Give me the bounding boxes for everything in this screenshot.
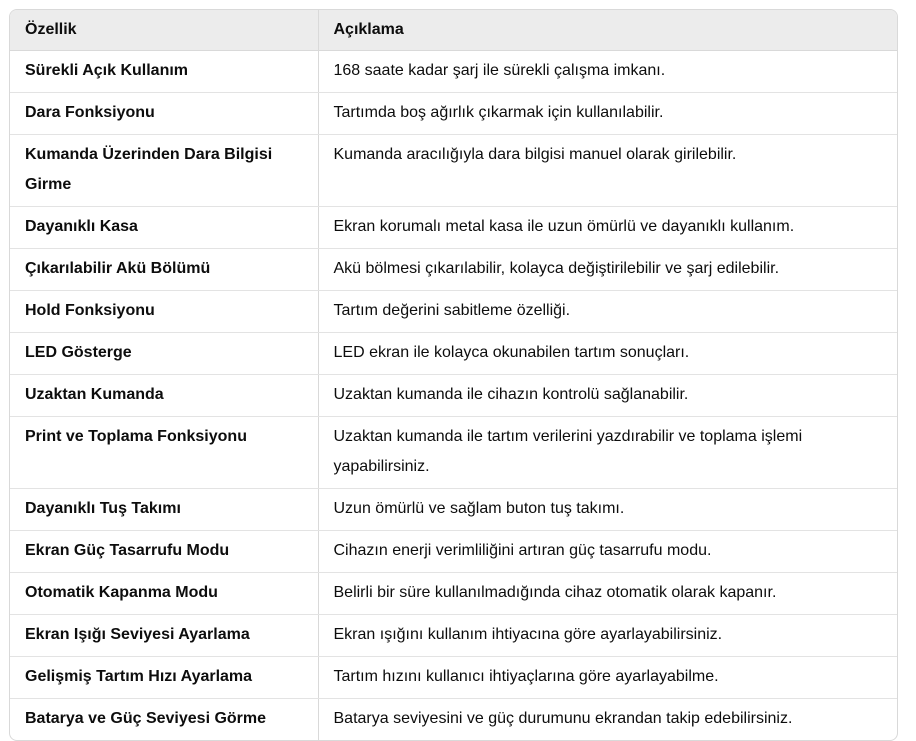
table-row: [10, 134, 897, 206]
header-feature: Özellik: [10, 10, 318, 50]
feature-cell: Gelişmiş Tartım Hızı Ayarlama: [10, 656, 318, 698]
feature-table: [9, 9, 898, 741]
description-cell: Uzaktan kumanda ile cihazın kontrolü sağlanabilir.: [318, 374, 897, 416]
feature-cell: Batarya ve Güç Seviyesi Görme: [25, 709, 267, 727]
description-cell: Kumanda aracılığıyla dara bilgisi manuel olarak girilebilir.: [318, 134, 897, 206]
table-row: [10, 374, 897, 416]
header-row: [10, 10, 897, 50]
table-row: [10, 530, 897, 572]
feature-cell: Uzaktan Kumanda: [10, 374, 318, 416]
table-row: [10, 92, 897, 134]
table-row: [10, 206, 897, 248]
header-description: Açıklama: [318, 10, 897, 50]
description-cell: Ekran korumalı metal kasa ile uzun ömürlü ve dayanıklı kullanım.: [318, 206, 897, 248]
description-cell: Tartım değerini sabitleme özelliği.: [318, 290, 897, 332]
description-cell: Cihazın enerji verimliliğini artıran güç tasarrufu modu.: [318, 530, 897, 572]
description-cell: Uzaktan kumanda ile tartım verilerini yazdırabilir ve toplama işlemi yapabilirsiniz.: [318, 416, 897, 488]
feature-cell: Dayanıklı Kasa: [10, 206, 318, 248]
description-cell: Belirli bir süre kullanılmadığında cihaz otomatik olarak kapanır.: [318, 572, 897, 614]
description-cell: Tartımda boş ağırlık çıkarmak için kullanılabilir.: [318, 92, 897, 134]
table-header: [10, 10, 897, 50]
description-cell: LED ekran ile kolayca okunabilen tartım sonuçları.: [318, 332, 897, 374]
description-cell: Uzun ömürlü ve sağlam buton tuş takımı.: [318, 488, 897, 530]
table-row: [10, 332, 897, 374]
feature-cell: LED Gösterge: [10, 332, 318, 374]
table-row: [10, 50, 897, 92]
feature-cell: Dayanıklı Tuş Takımı: [10, 488, 318, 530]
table-row: [10, 488, 897, 530]
description-cell: Akü bölmesi çıkarılabilir, kolayca değiştirilebilir ve şarj edilebilir.: [318, 248, 897, 290]
feature-cell: Çıkarılabilir Akü Bölümü: [10, 248, 318, 290]
table-row: [10, 656, 897, 698]
feature-cell: Otomatik Kapanma Modu: [10, 572, 318, 614]
table-body: [10, 50, 897, 740]
table-row: [10, 614, 897, 656]
table: [10, 10, 897, 740]
feature-cell: Dara Fonksiyonu: [10, 92, 318, 134]
table-row: [10, 698, 897, 740]
table-row: [10, 290, 897, 332]
table-row: [10, 248, 897, 290]
feature-cell: Sürekli Açık Kullanım: [10, 50, 318, 92]
description-cell: Tartım hızını kullanıcı ihtiyaçlarına göre ayarlayabilme.: [318, 656, 897, 698]
description-cell: 168 saate kadar şarj ile sürekli çalışma imkanı.: [318, 50, 897, 92]
feature-cell: Kumanda Üzerinden Dara Bilgisi Girme: [10, 134, 318, 206]
table-row: [10, 416, 897, 488]
feature-cell: Print ve Toplama Fonksiyonu: [10, 416, 318, 488]
table-row: [10, 572, 897, 614]
feature-cell: Ekran Güç Tasarrufu Modu: [10, 530, 318, 572]
description-cell: Ekran ışığını kullanım ihtiyacına göre ayarlayabilirsiniz.: [318, 614, 897, 656]
feature-cell: Hold Fonksiyonu: [10, 290, 318, 332]
feature-cell: Ekran Işığı Seviyesi Ayarlama: [10, 614, 318, 656]
description-cell: Batarya seviyesini ve güç durumunu ekrandan takip edebilirsiniz.: [318, 698, 897, 740]
